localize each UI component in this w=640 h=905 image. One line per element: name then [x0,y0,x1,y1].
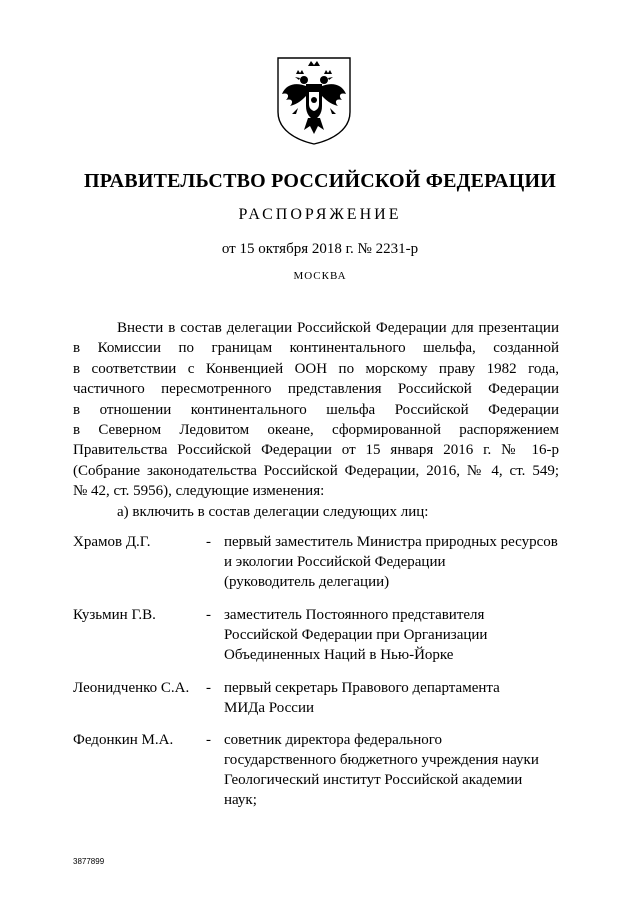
member-name: Леонидченко С.А. [73,680,190,696]
member-dash: - [206,534,211,550]
member-role [224,730,563,810]
member-role-line: государственного бюджетного учреждения науки [224,752,539,768]
member-role-line: заместитель Постоянного представителя [224,607,485,623]
member-dash: - [206,732,211,748]
member-item [73,730,563,810]
member-name: Кузьмин Г.В. [73,607,156,623]
body-line: а) включить в состав делегации следующих лиц: [117,503,429,520]
member-item [73,678,563,730]
member-role-line: МИДа России [224,700,315,716]
delegation-members-list [73,532,563,810]
member-role-line: Российской Федерации при Организации [224,627,488,643]
member-name: Храмов Д.Г. [73,534,151,550]
body-line: в соответствии с Конвенцией ООН по морскому праву 1982 года, [73,360,559,377]
member-item [73,605,563,678]
member-role-line: первый заместитель Министра природных ресурсов [224,534,558,550]
member-role-line: наук; [224,792,257,808]
body-line: Внести в состав делегации Российской Федерации для презентации [117,320,559,336]
member-role-line: (руководитель делегации) [224,574,390,590]
member-role [224,605,563,665]
member-role-line: и экологии Российской Федерации [224,554,446,570]
member-role-line: советник директора федерального [224,732,443,748]
member-dash: - [206,607,211,623]
government-title: ПРАВИТЕЛЬСТВО РОССИЙСКОЙ ФЕДЕРАЦИИ [84,170,556,192]
member-role-line: Геологический институт Российской академии [224,772,523,788]
document-code: 3877899 [73,857,105,866]
member-role [224,678,563,718]
body-line: в отношении континентального шельфа Российской Федерации [73,401,559,418]
member-dash: - [206,680,211,696]
body-line: № 42, ст. 5956), следующие изменения: [73,483,325,500]
document-city: МОСКВА [293,270,347,282]
member-name: Федонкин М.А. [73,732,174,748]
coat-of-arms-emblem [274,54,354,146]
document-type: РАСПОРЯЖЕНИЕ [238,206,402,223]
document-dateline: от 15 октября 2018 г. № 2231-р [221,241,419,257]
document-body [73,318,559,522]
body-line: в Северном Ледовитом океане, сформированной распоряжением [73,422,559,439]
body-line: Правительства Российской Федерации от 15 января 2016 г. № 16-р [73,442,559,459]
body-line: в Комиссии по границам континентального шельфа, созданной [73,340,559,357]
member-role-line: первый секретарь Правового департамента [224,680,500,696]
member-role [224,532,563,592]
body-line: (Собрание законодательства Российской Федерации, 2016, № 4, ст. 549; [73,462,559,479]
member-role-line: Объединенных Наций в Нью-Йорке [224,647,454,663]
body-line: частичного пересмотренного представления Российской Федерации [73,381,559,398]
member-item [73,532,563,605]
